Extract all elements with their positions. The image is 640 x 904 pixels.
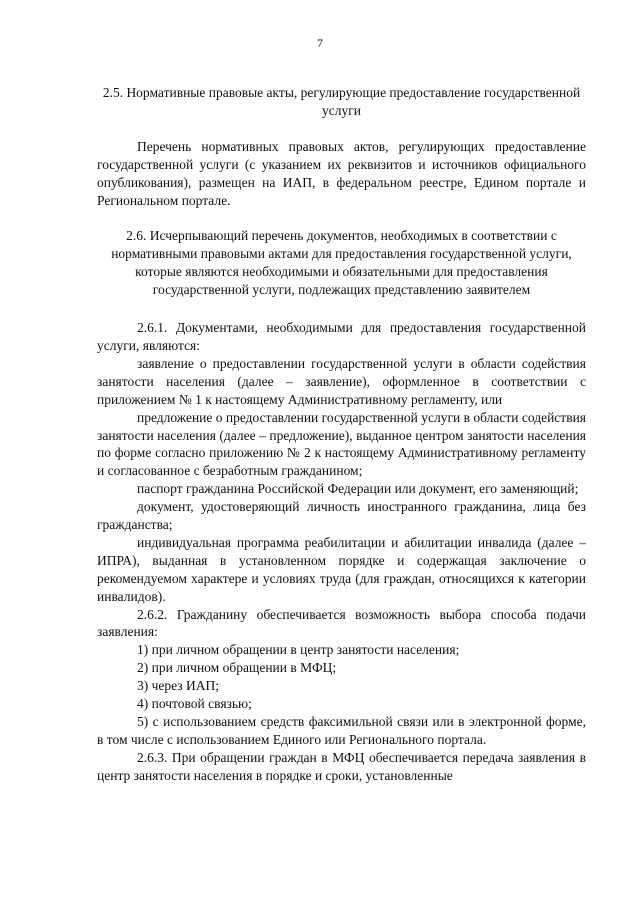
paragraph: предложение о предоставлении государственной услуги в области содействия занятости населения (далее – предложение), выданное центром занятости населения по форме согласно приложению № 2 к настоящему Административному регламенту и согласованное с безработным гражданином; [97,409,587,479]
list-item: 3) через ИАП; [137,678,220,694]
spacer [97,299,586,319]
paragraph: 2.6.2. Гражданину обеспечивается возможность выбора способа подачи заявления: [97,606,586,640]
list-item: 1) при личном обращении в центр занятости населения; [137,642,460,658]
paragraph: индивидуальная программа реабилитации и абилитации инвалида (далее – ИПРА), выданная в установленном порядке и содержащая заключение о рекомендуемом характере и условиях труда (для граждан, относящихся к категории инвалидов). [97,534,586,604]
spacer [97,209,586,227]
document-body [97,84,586,785]
paragraph: документ, удостоверяющий личность иностранного гражданина, лица без гражданства; [97,499,586,533]
list-item: 4) почтовой связью; [137,696,252,712]
section-2-5-heading: 2.5. Нормативные правовые акты, регулирующие предоставление государственной услуги [102,85,581,118]
list-item: 5) с использованием средств факсимильной связи или в электронной форме, в том числе с использованием Единого или Регионального портала. [97,714,586,747]
spacer [97,120,586,138]
paragraph: 2.6.1. Документами, необходимыми для предоставления государственной услуги, являются: [97,320,586,353]
page-number: 7 [317,36,323,50]
paragraph: заявление о предоставлении государственной услуги в области содействия занятости населения (далее – заявление), оформленное в соответствии с приложением № 1 к настоящему Административному регламенту, или [97,355,586,407]
section-2-6-heading: 2.6. Исчерпывающий перечень документов, необходимых в соответствии с нормативными правовыми актами для предоставления государственной услуги, которые являются необходимыми и обязательными для предоставления государственной услуги, подлежащих представлению заявителем [111,228,572,298]
section-2-5-paragraph: Перечень нормативных правовых актов, регулирующих предоставление государственной услуги (с указанием их реквизитов и источников официального опубликования), размещен на ИАП, в федеральном реестре, Едином портале и Региональном портале. [97,138,586,208]
paragraph: паспорт гражданина Российской Федерации или документ, его заменяющий; [137,481,579,497]
list-item: 2) при личном обращении в МФЦ; [137,660,337,676]
paragraph: 2.6.3. При обращении граждан в МФЦ обеспечивается передача заявления в центр занятости населения в порядке и сроки, установленные [97,749,586,783]
